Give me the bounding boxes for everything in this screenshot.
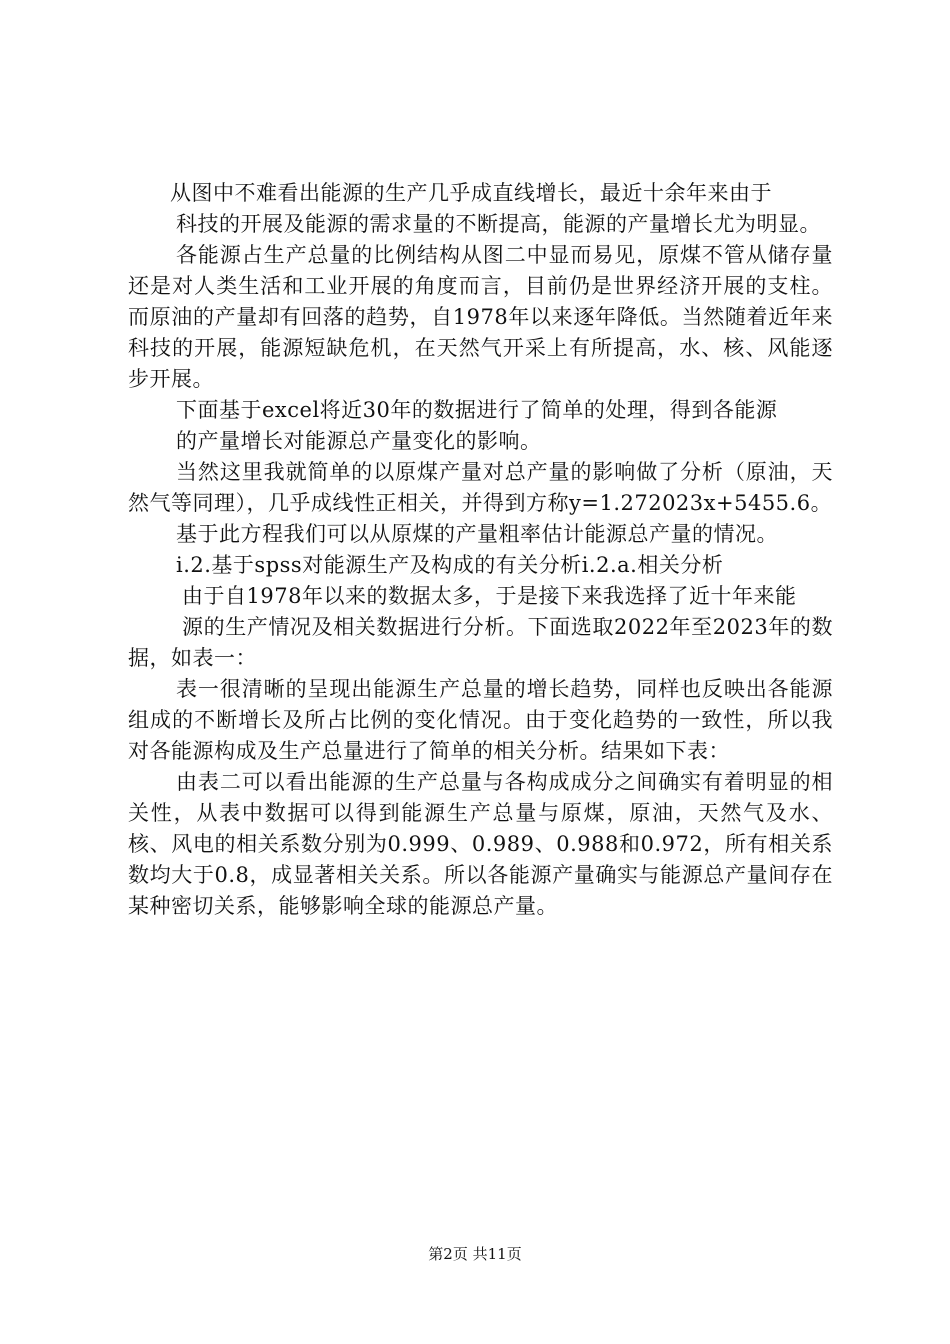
paragraph: 由表二可以看出能源的生产总量与各构成成分之间确实有着明显的相关性，从表中数据可以得到能源生产总量与原煤，原油，天然气及水、核、风电的相关系数分别为0.999、0.989、0.988和0.972，所有相关系数均大于0.8，成显著相关关系。所以各能源产量确实与能源总产量间存在某种密切关系，能够影响全球的能源总产量。 xyxy=(128,770,833,918)
body-text xyxy=(128,178,833,922)
paragraph: i.2.基于spss对能源生产及构成的有关分析i.2.a.相关分析 xyxy=(176,553,724,577)
paragraph: 的产量增长对能源总产量变化的影响。 xyxy=(176,429,542,453)
paragraph: 科技的开展及能源的需求量的不断提高，能源的产量增长尤为明显。 xyxy=(176,212,821,236)
page-number-footer: 第2页 共11页 xyxy=(428,1245,522,1263)
paragraph: 当然这里我就简单的以原煤产量对总产量的影响做了分析（原油，天然气等同理），几乎成线性正相关，并得到方称y=1.272023x+5455.6。 xyxy=(128,460,833,515)
paragraph: 源的生产情况及相关数据进行分析。下面选取2022年至2023年的数据，如表一： xyxy=(128,615,833,670)
paragraph: 从图中不难看出能源的生产几乎成直线增长，最近十余年来由于 xyxy=(170,181,772,205)
paragraph: 各能源占生产总量的比例结构从图二中显而易见，原煤不管从储存量还是对人类生活和工业开展的角度而言，目前仍是世界经济开展的支柱。而原油的产量却有回落的趋势，自1978年以来逐年降低。当然随着近年来科技的开展，能源短缺危机，在天然气开采上有所提高，水、核、风能逐步开展。 xyxy=(128,243,833,391)
paragraph: 表一很清晰的呈现出能源生产总量的增长趋势，同样也反映出各能源组成的不断增长及所占比例的变化情况。由于变化趋势的一致性，所以我对各能源构成及生产总量进行了简单的相关分析。结果如下表： xyxy=(128,677,833,763)
paragraph: 基于此方程我们可以从原煤的产量粗率估计能源总产量的情况。 xyxy=(176,522,778,546)
paragraph: 由于自1978年以来的数据太多，于是接下来我选择了近十年来能 xyxy=(182,584,797,608)
paragraph: 下面基于excel将近30年的数据进行了简单的处理，得到各能源 xyxy=(176,398,778,422)
